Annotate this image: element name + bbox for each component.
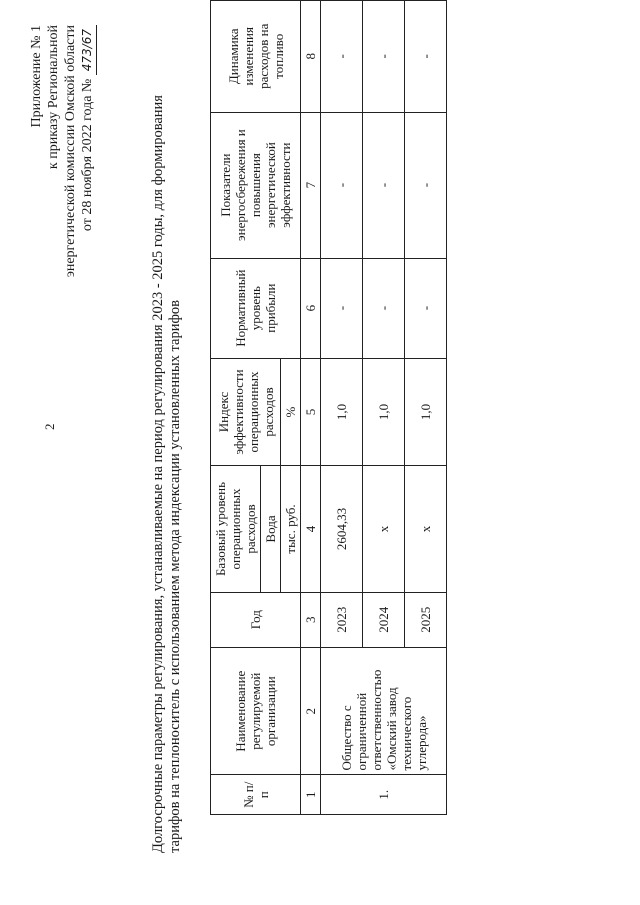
header-year: Год (211, 592, 301, 647)
col-num-3: 3 (301, 592, 321, 647)
order-date: от 28 ноября 2022 года № (80, 78, 95, 232)
row-number: 1. (321, 775, 447, 815)
cell-base: х (405, 466, 447, 592)
appendix-line-2: к приказу Региональной (46, 25, 61, 170)
page-number: 2 (42, 423, 57, 430)
cell-year: 2025 (405, 592, 447, 647)
cell-index: 1,0 (405, 358, 447, 466)
col-num-5: 5 (301, 358, 321, 466)
header-index: Индекс эффективности операционных расходов (211, 358, 281, 466)
header-water: Вода (261, 466, 281, 592)
col-num-7: 7 (301, 112, 321, 258)
cell-year: 2023 (321, 592, 363, 647)
cell-energy: - (405, 112, 447, 258)
cell-fuel: - (363, 1, 405, 113)
cell-index: 1,0 (363, 358, 405, 466)
header-energy: Показатели энергосбережения и повышения энергетической эффективности (211, 112, 301, 258)
cell-year: 2024 (363, 592, 405, 647)
header-fuel: Динамика изменения расходов на топливо (211, 1, 301, 113)
order-number-handwritten: 473/67 (79, 25, 97, 75)
cell-energy: - (321, 112, 363, 258)
appendix-line-4 (79, 25, 97, 345)
header-unit-base: тыс. руб. (281, 466, 301, 592)
cell-profit: - (321, 258, 363, 358)
parameters-table (210, 0, 447, 815)
cell-fuel: - (321, 1, 363, 113)
cell-profit: - (405, 258, 447, 358)
appendix-line-1: Приложение № 1 (29, 25, 44, 128)
appendix-block (28, 25, 97, 345)
cell-base: х (363, 466, 405, 592)
header-base: Базовый уровень операционных расходов (211, 466, 261, 592)
cell-energy: - (363, 112, 405, 258)
cell-index: 1,0 (321, 358, 363, 466)
col-num-1: 1 (301, 775, 321, 815)
cell-base: 2604,33 (321, 466, 363, 592)
document-title: Долгосрочные параметры регулирования, устанавливаемые на период регулирования 2023 - 2025 годы, для формирования тарифов на теплоноситель с использованием метода индексации установленных тарифов (150, 95, 183, 853)
header-num: № п/п (211, 775, 301, 815)
table-row (321, 1, 363, 815)
cell-fuel: - (405, 1, 447, 113)
header-unit-index: % (281, 358, 301, 466)
header-profit: Нормативный уровень прибыли (211, 258, 301, 358)
col-num-8: 8 (301, 1, 321, 113)
organization-name: Общество с ограниченной ответственностью «Омский завод технического углерода» (321, 647, 447, 775)
appendix-line-3: энергетической комиссии Омской области (63, 25, 78, 278)
col-num-6: 6 (301, 258, 321, 358)
column-number-row (301, 1, 321, 815)
header-row (211, 1, 261, 815)
col-num-4: 4 (301, 466, 321, 592)
header-org: Наименование регулируемой организации (211, 647, 301, 775)
cell-profit: - (363, 258, 405, 358)
col-num-2: 2 (301, 647, 321, 775)
